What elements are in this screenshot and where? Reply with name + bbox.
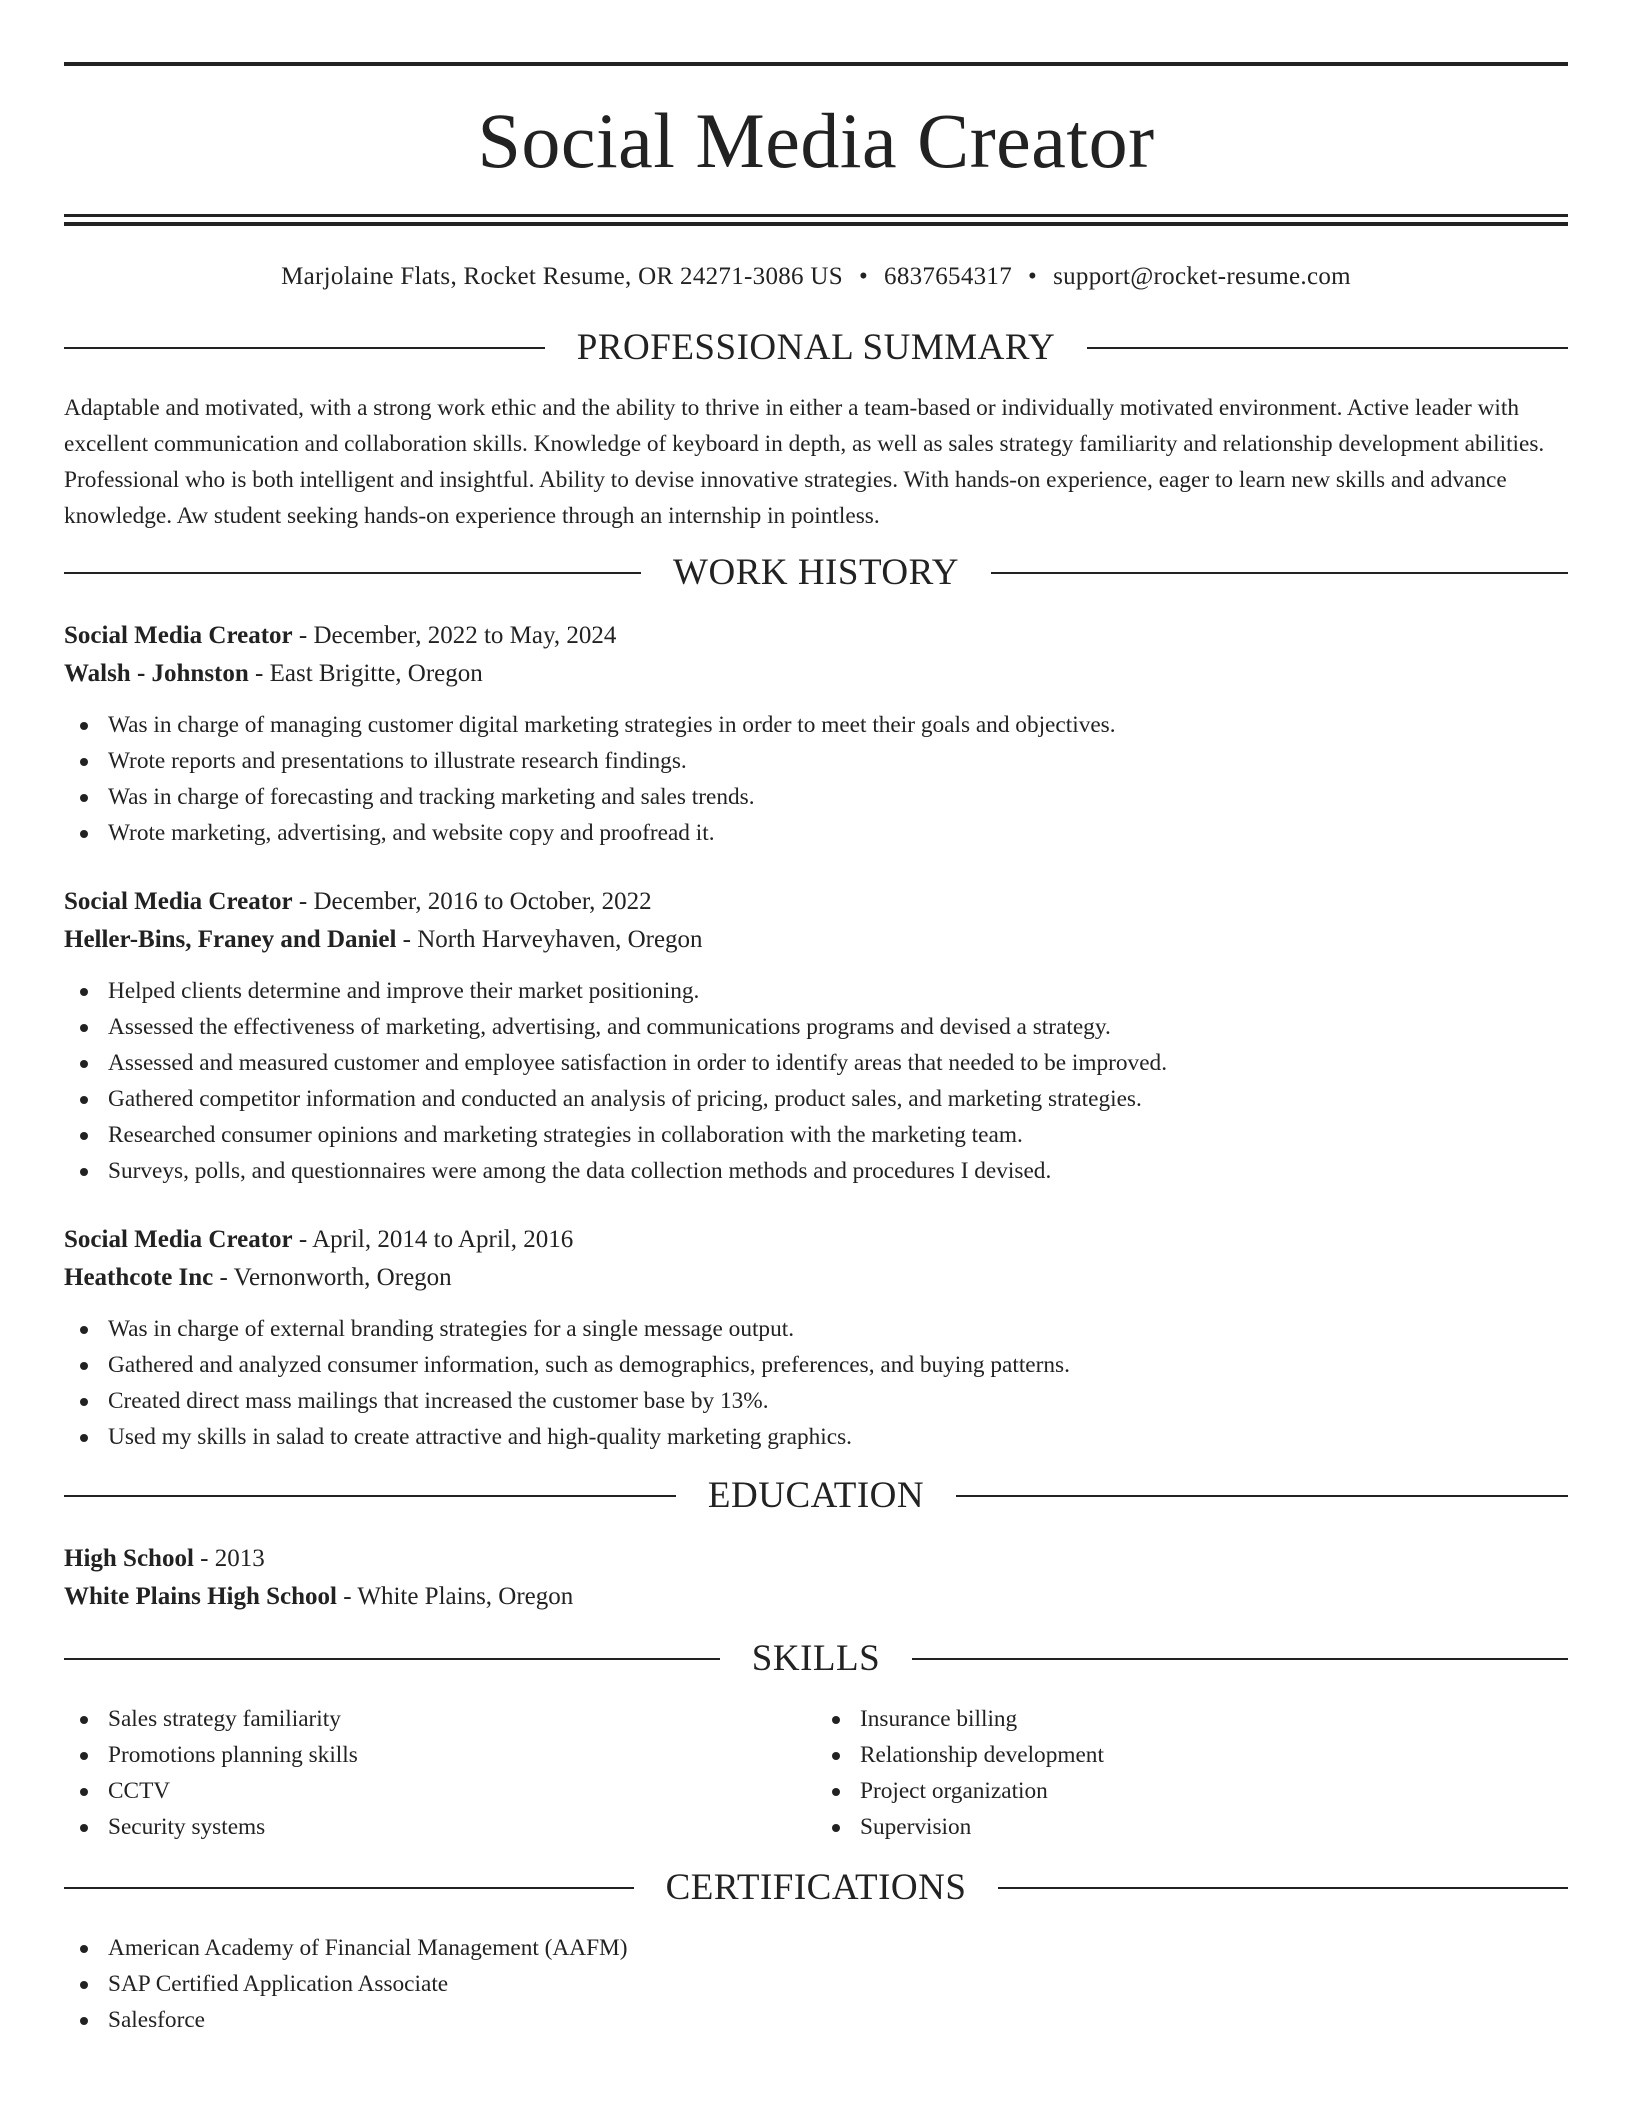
work-heading: WORK HISTORY bbox=[673, 552, 959, 593]
heading-rule-right bbox=[998, 1887, 1568, 1889]
certifications-heading: CERTIFICATIONS bbox=[665, 1867, 967, 1908]
skills-heading: SKILLS bbox=[751, 1638, 881, 1679]
education-heading: EDUCATION bbox=[707, 1475, 925, 1516]
education-degree-line bbox=[64, 1540, 1568, 1578]
job-company: Heathcote Inc bbox=[64, 1264, 214, 1291]
job-bullets bbox=[64, 973, 1568, 1189]
job-company-line bbox=[64, 921, 1568, 959]
skills-column-left bbox=[64, 1701, 816, 1845]
job-location: - Vernonworth, Oregon bbox=[213, 1264, 452, 1291]
contact-phone: 6837654317 bbox=[884, 263, 1013, 290]
contact-separator: • bbox=[858, 263, 869, 290]
job-bullet: Gathered and analyzed consumer information, such as demographics, preferences, and buying patterns. bbox=[64, 1347, 1568, 1383]
job-bullet: Assessed and measured customer and employee satisfaction in order to identify areas that needed to be improved. bbox=[64, 1045, 1568, 1081]
job-title: Social Media Creator bbox=[64, 622, 293, 649]
job-bullet: Surveys, polls, and questionnaires were among the data collection methods and procedures I devised. bbox=[64, 1153, 1568, 1189]
work-section-heading bbox=[64, 554, 1568, 591]
job-bullet: Was in charge of external branding strategies for a single message output. bbox=[64, 1311, 1568, 1347]
job-title-line bbox=[64, 1221, 1568, 1259]
contact-separator: • bbox=[1028, 263, 1038, 290]
summary-section-heading bbox=[64, 329, 1568, 366]
skills-section-heading bbox=[64, 1640, 1568, 1677]
education-school: White Plains High School bbox=[64, 1583, 337, 1610]
skill-item: Supervision bbox=[816, 1809, 1568, 1845]
education-degree: High School bbox=[64, 1545, 194, 1572]
job-dates: - December, 2022 to May, 2024 bbox=[292, 622, 617, 649]
heading-rule-right bbox=[1087, 347, 1568, 349]
job-bullet: Gathered competitor information and conducted an analysis of pricing, product sales, and marketing strategies. bbox=[64, 1081, 1568, 1117]
skills-column-right bbox=[816, 1701, 1568, 1845]
job-title: Social Media Creator bbox=[64, 888, 293, 915]
education-year: - 2013 bbox=[193, 1545, 265, 1572]
job-bullet: Wrote marketing, advertising, and website copy and proofread it. bbox=[64, 815, 1568, 851]
job-dates: - December, 2016 to October, 2022 bbox=[292, 888, 652, 915]
education-location: - White Plains, Oregon bbox=[336, 1583, 574, 1610]
education-school-line bbox=[64, 1578, 1568, 1616]
job-bullets bbox=[64, 1311, 1568, 1455]
heading-rule-right bbox=[956, 1495, 1568, 1497]
heading-rule-left bbox=[64, 1658, 720, 1660]
job-company-line bbox=[64, 1259, 1568, 1297]
certification-item: American Academy of Financial Management (AAFM) bbox=[64, 1930, 1568, 1966]
skill-item: Security systems bbox=[64, 1809, 816, 1845]
job-bullets bbox=[64, 707, 1568, 851]
job-title: Social Media Creator bbox=[64, 1226, 293, 1253]
job-company-line bbox=[64, 655, 1568, 693]
summary-heading: PROFESSIONAL SUMMARY bbox=[576, 327, 1056, 368]
skill-item: Promotions planning skills bbox=[64, 1737, 816, 1773]
heading-rule-right bbox=[912, 1658, 1568, 1660]
certification-item: SAP Certified Application Associate bbox=[64, 1966, 1568, 2002]
job-location: - North Harveyhaven, Oregon bbox=[396, 926, 703, 953]
job-company: Heller-Bins, Franey and Daniel bbox=[64, 926, 397, 953]
education-section-heading bbox=[64, 1477, 1568, 1514]
job-dates: - April, 2014 to April, 2016 bbox=[292, 1226, 574, 1253]
job-title-line bbox=[64, 617, 1568, 655]
job-title-line bbox=[64, 883, 1568, 921]
job-location: - East Brigitte, Oregon bbox=[248, 660, 483, 687]
skill-item: Sales strategy familiarity bbox=[64, 1701, 816, 1737]
certifications-section-heading bbox=[64, 1869, 1568, 1906]
skill-item: Insurance billing bbox=[816, 1701, 1568, 1737]
job-company: Walsh - Johnston bbox=[64, 660, 249, 687]
job-bullet: Wrote reports and presentations to illustrate research findings. bbox=[64, 743, 1568, 779]
header-double-rule bbox=[64, 214, 1568, 226]
contact-address: Marjolaine Flats, Rocket Resume, OR 24271-3086 US bbox=[281, 263, 843, 290]
job-bullet: Was in charge of managing customer digital marketing strategies in order to meet their goals and objectives. bbox=[64, 707, 1568, 743]
heading-rule-left bbox=[64, 572, 641, 574]
heading-rule-left bbox=[64, 1887, 634, 1889]
job-bullet: Created direct mass mailings that increased the customer base by 13%. bbox=[64, 1383, 1568, 1419]
job-bullet: Helped clients determine and improve their market positioning. bbox=[64, 973, 1568, 1009]
contact-line bbox=[64, 264, 1568, 289]
skills-grid bbox=[64, 1701, 1568, 1845]
skill-item: Relationship development bbox=[816, 1737, 1568, 1773]
certifications-list bbox=[64, 1930, 1568, 2038]
job-entry bbox=[64, 617, 1568, 851]
skill-item: CCTV bbox=[64, 1773, 816, 1809]
job-bullet: Used my skills in salad to create attractive and high-quality marketing graphics. bbox=[64, 1419, 1568, 1455]
skill-item: Project organization bbox=[816, 1773, 1568, 1809]
heading-rule-left bbox=[64, 1495, 676, 1497]
contact-email: support@rocket-resume.com bbox=[1053, 263, 1351, 290]
job-bullet: Was in charge of forecasting and tracking marketing and sales trends. bbox=[64, 779, 1568, 815]
resume-name: Social Media Creator bbox=[477, 97, 1155, 184]
job-bullet: Assessed the effectiveness of marketing, advertising, and communications programs and devised a strategy. bbox=[64, 1009, 1568, 1045]
job-bullet: Researched consumer opinions and marketing strategies in collaboration with the marketing team. bbox=[64, 1117, 1568, 1153]
heading-rule-right bbox=[991, 572, 1568, 574]
education-entry bbox=[64, 1540, 1568, 1616]
heading-rule-left bbox=[64, 347, 545, 349]
summary-text: Adaptable and motivated, with a strong work ethic and the ability to thrive in either a team-based or individually motivated environment. Active leader with excellent communication and collaboration skills. Knowledge of keyboard in depth, as well as sales strategy familiarity and relationship development abilities. Professional who is both intelligent and insightful. Ability to devise innovative strategies. With hands-on experience, eager to learn new skills and advance knowledge. Aw student seeking hands-on experience through an internship in pointless. bbox=[64, 395, 1545, 529]
job-entry bbox=[64, 1221, 1568, 1455]
certification-item: Salesforce bbox=[64, 2002, 1568, 2038]
job-entry bbox=[64, 883, 1568, 1189]
